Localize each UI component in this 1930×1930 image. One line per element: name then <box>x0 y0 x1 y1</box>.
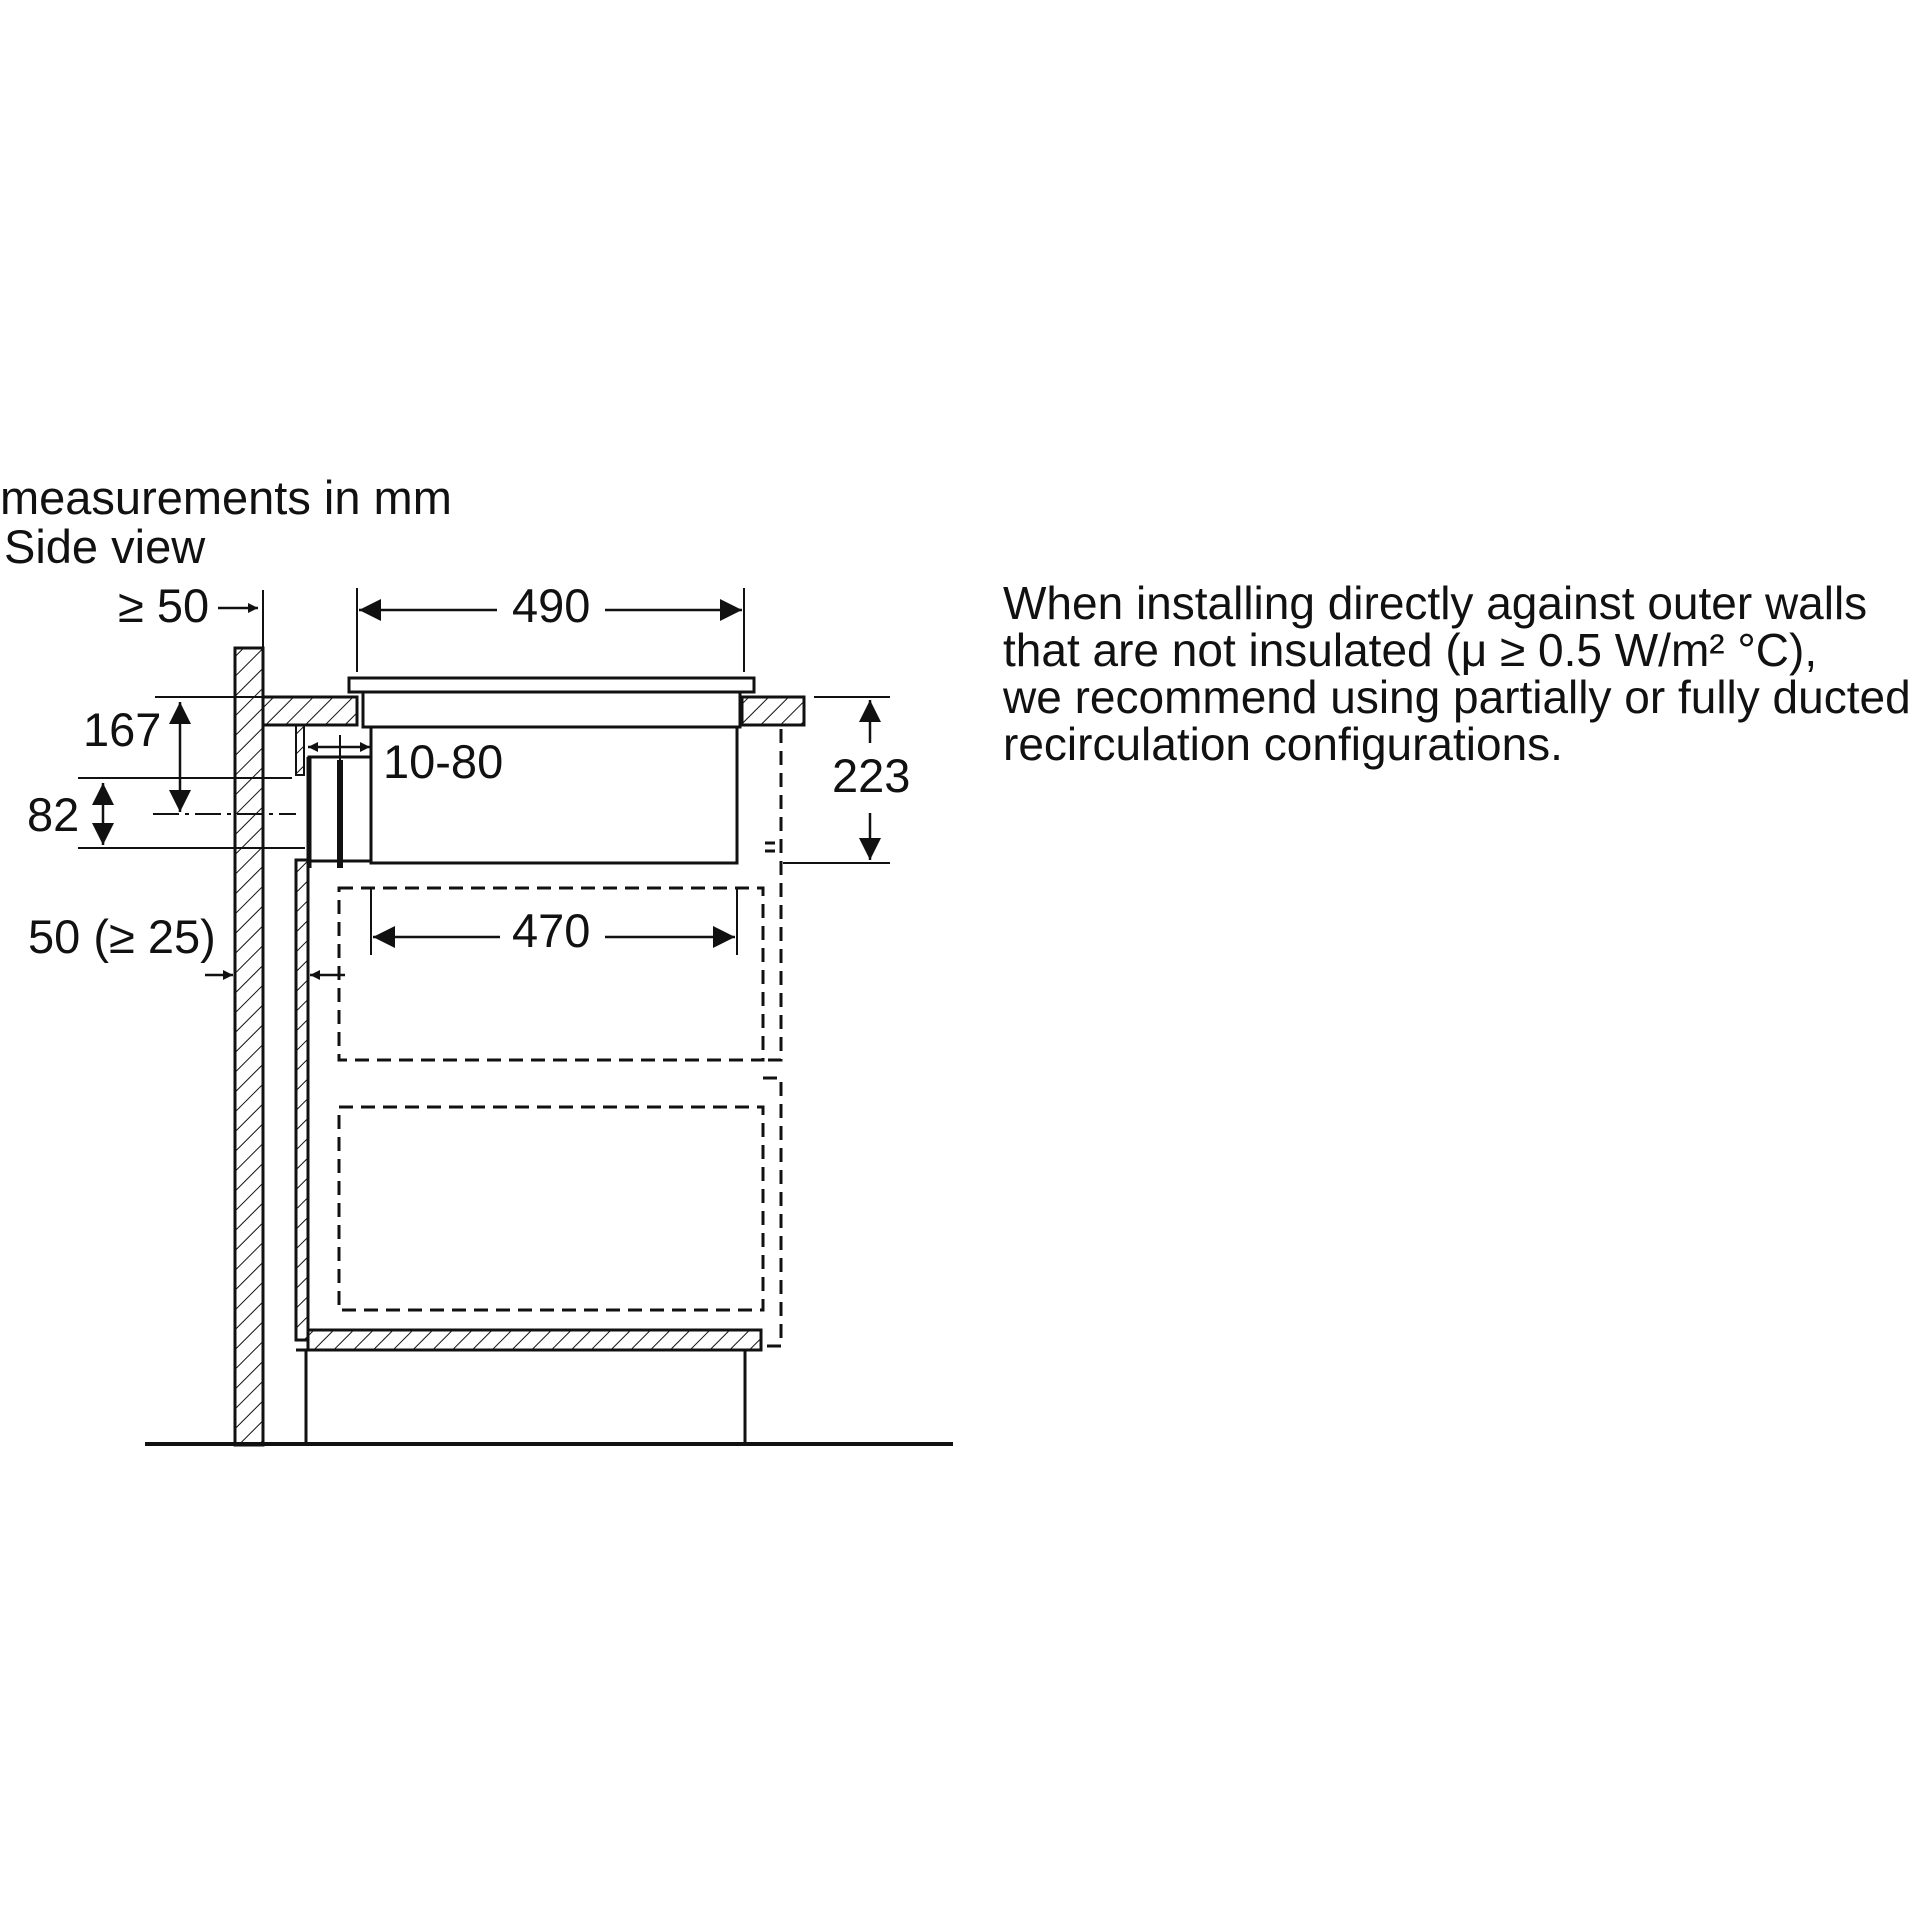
label-total-depth: 223 <box>832 749 911 802</box>
units-label: measurements in mm <box>0 471 452 524</box>
drawer-lower <box>339 1107 763 1310</box>
cabinet-back-lower <box>296 860 308 1340</box>
view-title: Side view <box>4 520 206 573</box>
worktop-right <box>742 697 804 725</box>
cooktop-frame <box>363 692 740 727</box>
note-line-2: that are not insulated (μ ≥ 0.5 W/m² °C), <box>1003 624 1818 676</box>
front-panel-lower <box>763 1078 781 1346</box>
cabinet-back-upper <box>296 725 304 775</box>
cabinet-bottom <box>308 1330 761 1350</box>
installation-note <box>1003 577 1923 770</box>
label-hob-width: 490 <box>512 579 591 632</box>
note-line-4: recirculation configurations. <box>1003 718 1563 770</box>
label-wall-clearance: ≥ 50 <box>118 579 210 632</box>
cooktop-glass <box>349 678 754 692</box>
note-line-1: When installing directly against outer walls <box>1003 577 1868 629</box>
outer-wall <box>235 648 263 1445</box>
front-panel-upper <box>763 725 781 1060</box>
label-hob-depth-top: 167 <box>83 703 162 756</box>
label-inner-width: 470 <box>512 904 591 957</box>
label-duct-height: 82 <box>27 788 80 841</box>
worktop-left <box>263 697 357 725</box>
label-duct-gap: 10-80 <box>383 735 504 788</box>
label-rear-gap: 50 (≥ 25) <box>28 910 216 963</box>
note-line-3: we recommend using partially or fully ducted <box>1003 671 1911 723</box>
